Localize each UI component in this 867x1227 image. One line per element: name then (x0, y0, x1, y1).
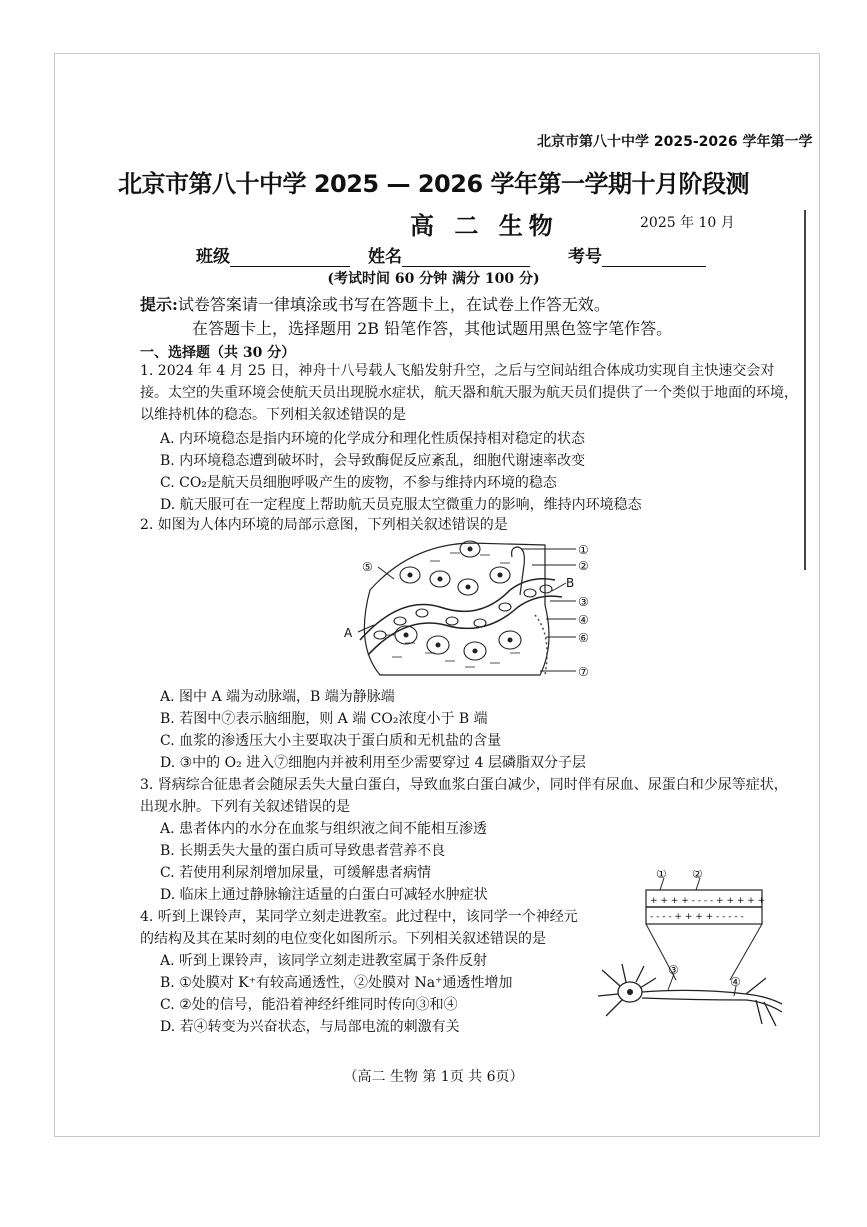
q4-option-b: B. ①处膜对 K⁺有较高通透性，②处膜对 Na⁺通透性增加 (160, 975, 513, 991)
capillary-wall-lower (368, 596, 562, 655)
q1-option-b: B. 内环境稳态遭到破坏时，会导致酶促反应紊乱，细胞代谢速率改变 (160, 453, 586, 469)
fig2-label-2: ② (578, 559, 589, 573)
tip-text-1: 试卷答案请一律填涂或书写在答题卡上，在试卷上作答无效。 (177, 295, 610, 314)
q1-option-c: C. CO₂是航天员细胞呼吸产生的废物，不参与维持内环境的稳态 (160, 475, 557, 491)
student-info-fields (196, 242, 706, 267)
neuron-body (598, 964, 782, 1026)
tissue-cells (395, 541, 521, 660)
q2-stem: 2. 如图为人体内环境的局部示意图，下列相关叙述错误的是 (140, 517, 508, 533)
name-label: 姓名 (368, 247, 402, 267)
header-school-year: 北京市第八十中学 2025-2026 学年第一学 (537, 134, 813, 150)
neuron-pointers (668, 974, 736, 996)
neuron-figure (596, 870, 792, 1035)
q4-option-d: D. 若④转变为兴奋状态，与局部电流的刺激有关 (160, 1019, 460, 1035)
name-blank[interactable] (402, 248, 530, 267)
tissue-outline (364, 543, 549, 675)
section-heading: 一、选择题（共 30 分） (140, 345, 296, 361)
subject-title: 高 二 生物 (410, 212, 559, 240)
q2-option-c: C. 血浆的渗透压大小主要取决于蛋白质和无机盐的含量 (160, 733, 502, 749)
class-blank[interactable] (230, 248, 350, 267)
fig4-label-3: ③ (668, 963, 679, 977)
q2-option-d: D. ③中的 O₂ 进入⑦细胞内并被利用至少需要穿过 4 层磷脂双分子层 (160, 755, 586, 771)
id-blank[interactable] (602, 248, 706, 267)
tip-line-2: 在答题卡上，选择题用 2B 铅笔作答，其他试题用黑色签字笔作答。 (192, 319, 673, 338)
q3-option-c: C. 若使用利尿剂增加尿量，可缓解患者病情 (160, 865, 432, 881)
magnification-lines (646, 878, 762, 980)
cell-membrane-dotted (535, 615, 547, 675)
fig2-label-1: ① (578, 543, 589, 557)
membrane-charges (650, 896, 765, 922)
q4-option-a: A. 听到上课铃声，该同学立刻走进教室属于条件反射 (160, 953, 488, 969)
name-field (368, 242, 530, 267)
q1-option-a: A. 内环境稳态是指内环境的化学成分和理化性质保持相对稳定的状态 (160, 431, 586, 447)
figure-pointers (358, 549, 576, 671)
page-footer: （高二 生物 第 1页 共 6页） (343, 1069, 524, 1085)
fig2-label-5: ⑤ (362, 560, 373, 574)
q4-stem-line1: 4. 听到上课铃声，某同学立刻走进教室。此过程中，该同学一个神经元 (140, 909, 578, 925)
fig4-label-4: ④ (730, 975, 741, 989)
internal-environment-figure (340, 535, 610, 685)
fig2-label-b: B (566, 576, 575, 590)
fig2-label-7: ⑦ (578, 665, 589, 679)
fig2-label-3: ③ (578, 595, 589, 609)
tip-line-1 (140, 292, 610, 315)
q1-option-d: D. 航天服可在一定程度上帮助航天员克服太空微重力的影响，维持内环境稳态 (160, 497, 642, 513)
q3-option-b: B. 长期丢失大量的蛋白质可导致患者营养不良 (160, 843, 446, 859)
q3-option-a: A. 患者体内的水分在血浆与组织液之间不能相互渗透 (160, 821, 488, 837)
exam-info: (考试时间 60 分钟 满分 100 分) (327, 271, 540, 287)
fig4-label-2: ② (692, 870, 703, 881)
q2-option-b: B. 若图中⑦表示脑细胞，则 A 端 CO₂浓度小于 B 端 (160, 711, 488, 727)
fig2-label-a: A (344, 626, 353, 640)
neuron-nucleus (627, 989, 633, 995)
class-field (196, 242, 350, 267)
q4-option-c: C. ②处的信号，能沿着神经纤维同时传向③和④ (160, 997, 458, 1013)
q4-stem-line2: 的结构及其在某时刻的电位变化如图所示。下列相关叙述错误的是 (140, 931, 546, 947)
id-field (568, 242, 706, 267)
fig2-label-4: ④ (578, 613, 589, 627)
svg-text:- - - - + + + + - - - - -: - - - - + + + + - - - - - (650, 912, 744, 922)
q3-option-d: D. 临床上通过静脉输注适量的白蛋白可减轻水肿症状 (160, 887, 488, 903)
fig4-label-1: ① (656, 870, 667, 881)
q3-stem: 3. 肾病综合征患者会随尿丢失大量白蛋白，导致血浆白蛋白减少，同时伴有尿血、尿蛋白和少尿等症状，出现水肿。下列有关叙述错误的是 (140, 777, 788, 815)
exam-date: 2025 年 10 月 (640, 215, 735, 231)
binding-line (804, 210, 806, 570)
capillary-wall-upper (360, 579, 555, 640)
exam-title: 北京市第八十中学 2025 — 2026 学年第一学期十月阶段测 (117, 170, 749, 198)
svg-text:+ + + + - - - - + + + + +: + + + + - - - - + + + + + (650, 896, 766, 906)
id-label: 考号 (568, 247, 602, 267)
fig2-label-6: ⑥ (578, 631, 589, 645)
class-label: 班级 (196, 247, 230, 267)
q2-option-a: A. 图中 A 端为动脉端，B 端为静脉端 (160, 689, 395, 705)
tip-label: 提示: (140, 295, 178, 314)
q1-stem: 1. 2024 年 4 月 25 日，神舟十八号载人飞船发射升空，之后与空间站组合体成功实现自主快速交会对接。太空的失重环境会使航天员出现脱水症状，航天器和航天服为航天员们提供了一个类似于地面的环境，以维持机体的稳态。下列相关叙述错误的是 (140, 363, 798, 423)
